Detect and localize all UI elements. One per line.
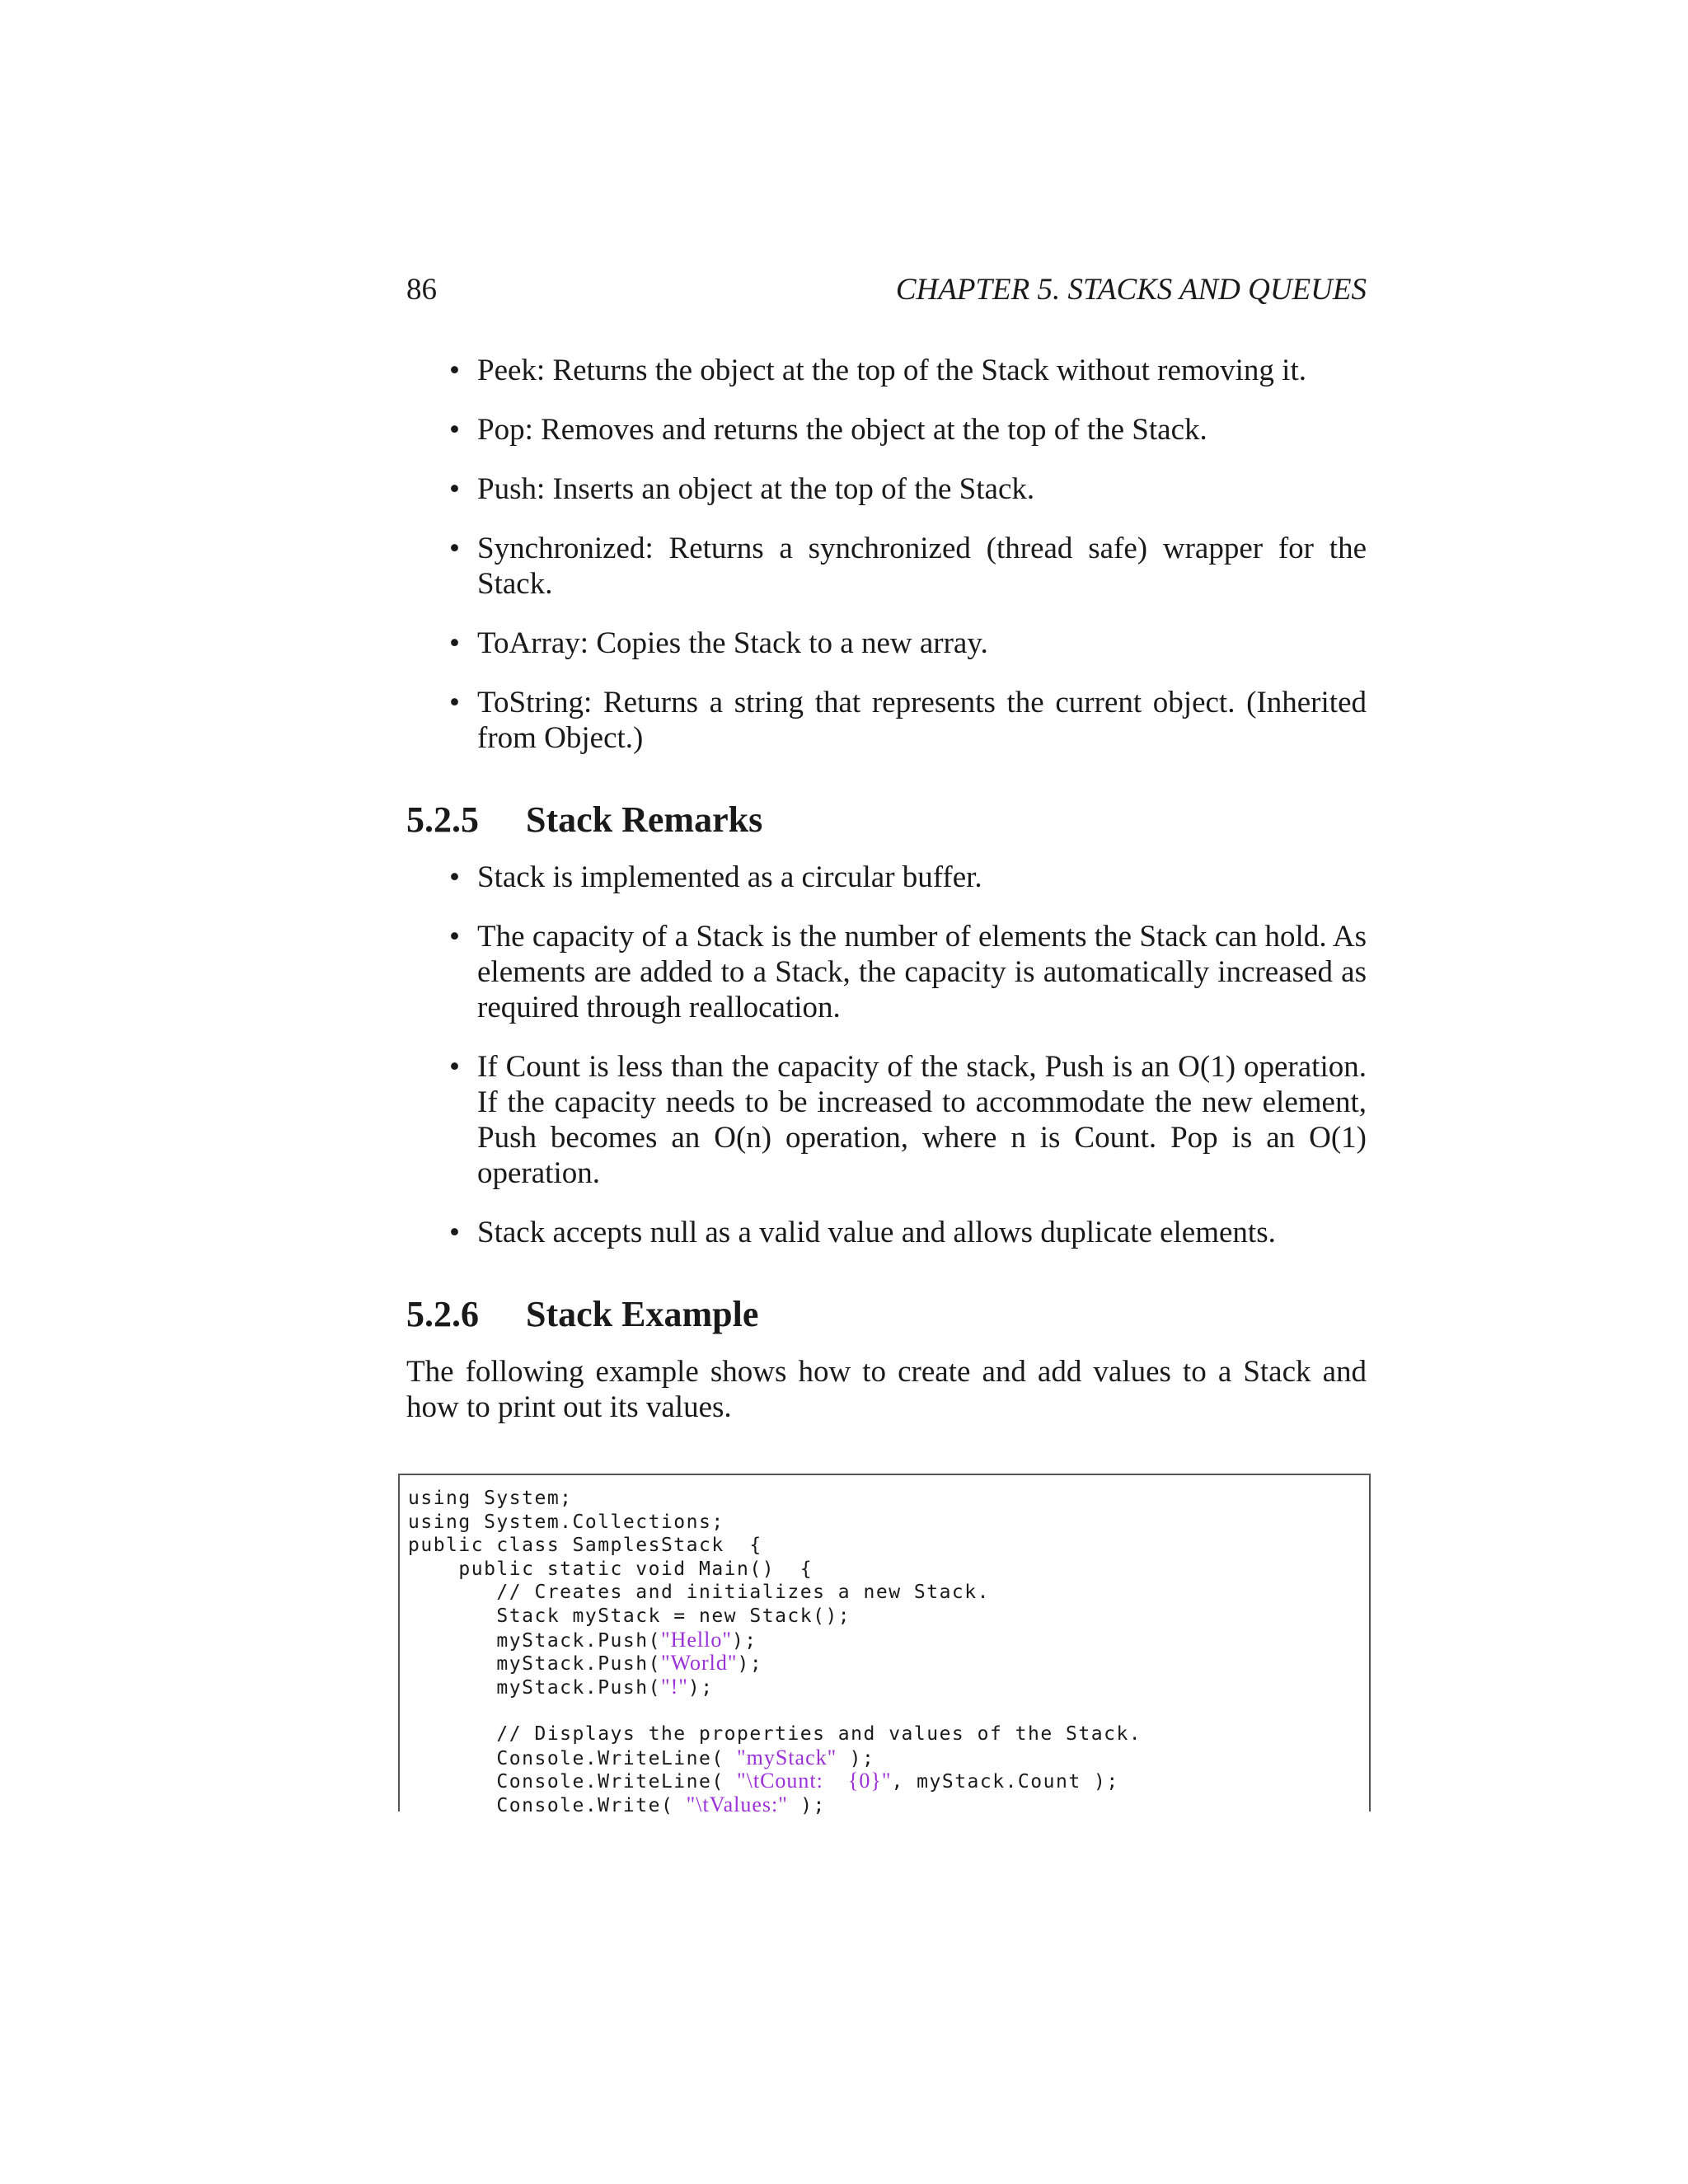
list-item-text: ToString: Returns a string that represents the current object. (Inherited from Object.)	[477, 686, 1367, 755]
code-line	[408, 1793, 1369, 1817]
list-item	[406, 353, 1367, 388]
code-text: , myStack.Count );	[891, 1771, 1119, 1793]
code-line	[408, 1769, 1369, 1793]
code-text: myStack.Push(	[408, 1676, 661, 1699]
list-item	[406, 919, 1367, 1025]
code-line: // Creates and initializes a new Stack.	[408, 1582, 990, 1604]
page-header	[406, 272, 1367, 313]
code-text: myStack.Push(	[408, 1629, 661, 1652]
code-line: using System;	[408, 1488, 573, 1509]
list-item-text: ToArray: Copies the Stack to a new array.	[477, 626, 988, 660]
bullet-icon: •	[449, 1216, 460, 1249]
section-number: 5.2.6	[406, 1294, 479, 1334]
methods-list	[406, 353, 1367, 780]
list-item	[406, 626, 1367, 661]
code-text: );	[687, 1676, 714, 1699]
code-line	[408, 1629, 1369, 1652]
bullet-icon: •	[449, 472, 460, 506]
list-item-text: Pop: Removes and returns the object at the top of the Stack.	[477, 413, 1207, 447]
code-string: "myStack"	[737, 1745, 837, 1769]
remarks-list	[406, 860, 1367, 1274]
page-number: 86	[406, 273, 437, 307]
intro-paragraph: The following example shows how to create and add values to a Stack and how to print out its values.	[406, 1355, 1367, 1424]
code-listing	[398, 1474, 1371, 1816]
bullet-icon: •	[449, 920, 460, 954]
list-item	[406, 412, 1367, 448]
code-text: Console.Write(	[408, 1794, 687, 1816]
bullet-icon: •	[449, 354, 460, 387]
bullet-icon: •	[449, 1050, 460, 1084]
code-string: "World"	[660, 1651, 738, 1675]
code-line	[408, 1746, 1369, 1770]
section-heading-example	[406, 1294, 758, 1335]
list-item-text: Push: Inserts an object at the top of the Stack.	[477, 472, 1035, 506]
code-line: using System.Collections;	[408, 1511, 724, 1533]
code-string: "\tValues:"	[686, 1792, 788, 1816]
code-text: );	[787, 1794, 826, 1816]
code-text: myStack.Push(	[408, 1653, 661, 1675]
list-item-text: Peek: Returns the object at the top of the Stack without removing it.	[477, 354, 1306, 387]
bullet-icon: •	[449, 532, 460, 565]
code-line	[408, 1699, 1369, 1722]
code-line: public static void Main() {	[408, 1558, 814, 1580]
code-text: );	[731, 1629, 757, 1652]
list-item-text: Stack accepts null as a valid value and allows duplicate elements.	[477, 1216, 1276, 1249]
code-string: "!"	[660, 1674, 688, 1699]
bullet-icon: •	[449, 413, 460, 447]
bullet-icon: •	[449, 686, 460, 719]
bullet-icon: •	[449, 626, 460, 660]
code-string: "Hello"	[660, 1627, 732, 1652]
list-item	[406, 685, 1367, 756]
list-item-text: Synchronized: Returns a synchronized (thread safe) wrapper for the Stack.	[477, 532, 1367, 601]
code-line: Stack myStack = new Stack();	[408, 1605, 851, 1627]
list-item-text: Stack is implemented as a circular buffer.	[477, 860, 982, 894]
code-line: public class SamplesStack {	[408, 1535, 762, 1557]
running-head: CHAPTER 5. STACKS AND QUEUES	[895, 273, 1367, 307]
section-title: Stack Example	[526, 1294, 759, 1334]
section-heading-remarks	[406, 799, 762, 841]
list-item-text: If Count is less than the capacity of the stack, Push is an O(1) operation. If the capacity needs to be increased to accommodate the new element, Push becomes an O(n) operation, where n is Count. Pop is an O(1) operation.	[477, 1050, 1367, 1190]
list-item	[406, 471, 1367, 507]
list-item	[406, 531, 1367, 602]
code-text: Console.WriteLine(	[408, 1771, 738, 1793]
bullet-icon: •	[449, 860, 460, 894]
code-text: Console.WriteLine(	[408, 1747, 738, 1769]
code-line	[408, 1652, 1369, 1675]
code-string: "\tCount: {0}"	[737, 1769, 892, 1793]
section-number: 5.2.5	[406, 799, 479, 840]
list-item	[406, 860, 1367, 895]
code-line	[408, 1675, 1369, 1699]
list-item	[406, 1049, 1367, 1191]
code-text: );	[837, 1747, 875, 1769]
section-title: Stack Remarks	[526, 799, 763, 840]
code-line: // Displays the properties and values of the Stack.	[408, 1722, 1142, 1745]
list-item-text: The capacity of a Stack is the number of elements the Stack can hold. As elements are added to a Stack, the capacity is automatically increased as required through reallocation.	[477, 920, 1367, 1024]
list-item	[406, 1215, 1367, 1250]
code-text: );	[737, 1653, 763, 1675]
